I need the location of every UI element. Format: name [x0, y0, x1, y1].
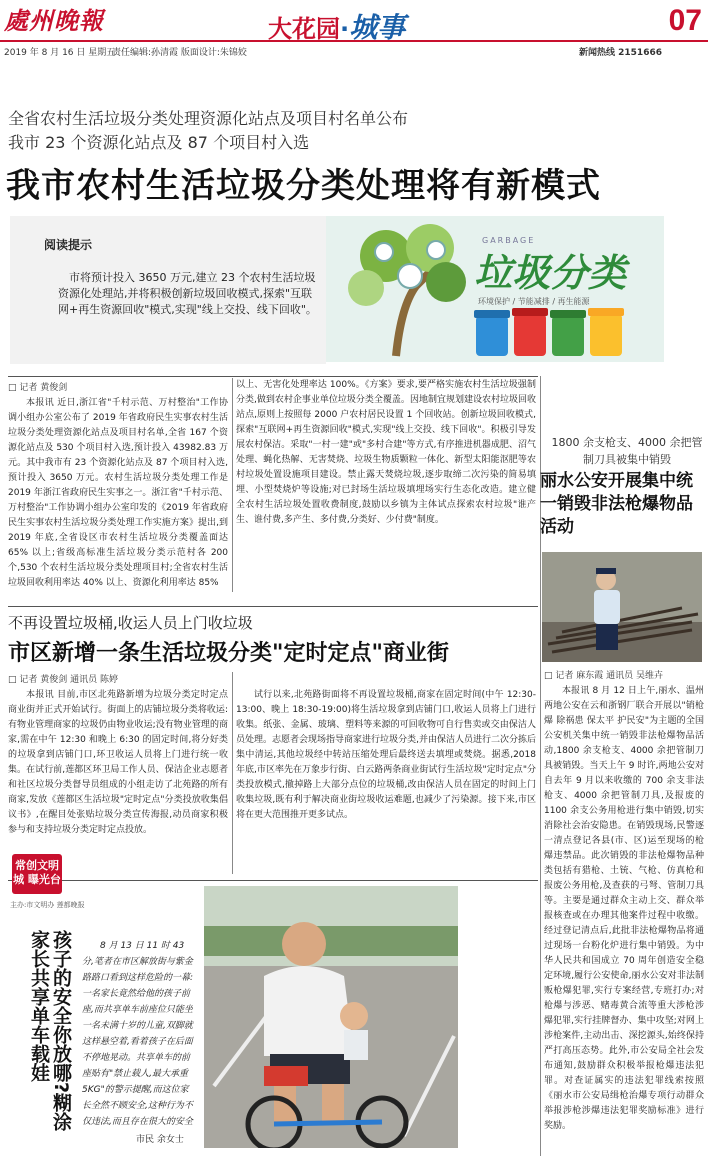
garbage-classification-graphic — [326, 216, 664, 362]
civility-badge-sub: 主办:市文明办 莲都晚报 — [10, 901, 85, 909]
story-two-col1: 本报讯 目前,市区北苑路新增为垃圾分类定时定点商业街并正式开始试行。街面上的店铺垃圾分类将收运:有物业管理商家的垃圾仍由物业收运;没有物业管理的商家,需在中午 12:30 和晚上 6:30 的固定时间,将分好类的垃圾拿到店铺门口,环卫收运人员将上门进行统一收集。在试行前,莲都区环卫局工作人员、保洁企业志愿者和社区垃圾分类督导员组成的小组走访了北苑路的所有商家,发放《莲都区生活垃圾"定时定点"分类投放收集倡议书》,在醒目处张贴垃圾分类宣传海报,动员商家积极参与和支持垃圾分类定时定点投放。 — [8, 690, 228, 835]
section-dot: · — [340, 15, 350, 43]
page-number: 07 — [668, 4, 702, 37]
civility-badge: 常创文明城 曝光台 — [12, 854, 62, 894]
story-two-kicker: 不再设置垃圾桶,收运人员上门收垃圾 — [8, 614, 253, 632]
masthead — [0, 0, 708, 58]
meta-line — [0, 40, 708, 56]
lead-body-col1: 本报讯 近日,浙江省"千村示范、万村整治"工作协调小组办公室公布了 2019 年省政府民生实事农村生活垃圾分类处理资源化站点及项目村名单,全省 167 个资源化站点及 530 个项目村入选,预计投入 43982.83 万元。其中我市有 23 个资源化站点及 87 个项目村入选,预计投入 3650 万元。农村生活垃圾分类处理工作是 2019 年浙江省政府民生实事之一。浙江省"千村示范、万村整治"工作协调小组办公室印发的《2019 年省政府民生实事农村生活垃圾分类处理工作实施方案》提出,到 2019 年底,全省设区市农村生活垃圾分类覆盖面达 65% 以上;省级高标准生活垃圾分类示范村各 200 个,530 个农村生活垃圾分类处理项目村;全省农村生活垃圾回收利用率达 40% 以上、资源化利用率达 85% — [8, 398, 228, 588]
story-two-headline: 市区新增一条生活垃圾分类"定时定点"商业街 — [8, 641, 449, 666]
side-headline: 丽水公安开展集中统一销毁非法枪爆物品活动 — [540, 471, 693, 537]
side-body: 本报讯 8 月 12 日上午,丽水、温州两地公安在云和浙钢厂联合开展以"销枪爆 除祸患 保太平 护民安"为主题的全国公安机关集中统一销毁非法枪爆物品活动,1800 余支枪支、4000 余把管制刀具被销毁。当天上午 9 时许,两地公安对自去年 9 月以来收缴的 700 余支非法枪支、4000 余把管制刀具,及报废的 1100 余支公务用枪进行集中销毁,切实消除社会治安隐患。在销毁现场,民警逐一清点登记各县(市、区)运至现场的枪爆违禁品。此次销毁的非法枪爆物品种类包括有猎枪、土铳、气枪、仿真枪和报废公务用枪,及查获的弓弩、管制刀具等。主要是通过群众主动上交、群众举报核查或在办理其他案件过程中收缴。经过登记清点后,此批非法枪爆物品将通过现场一台粉化炉进行集中销毁。为中华人民共和国成立 70 周年创造安全稳定环境,履行公安使命,丽水公安对非法制贩枪爆犯罪,实行专案经营,专班打办;对枪爆与涉恶、赌毒黄合流等重大涉枪涉爆犯罪,实行挂牌督办、集中攻坚;对网上涉枪案件,主动出击、深挖源头,始终保持严打高压态势。此外,市公安局全社会发布通知,鼓励群众积极举报枪爆违法犯罪。对查证属实的违法犯罪线索按照《丽水市公安局缉枪治爆专项行动群众举报涉枪涉爆违法犯罪奖励标准》进行奖励。 — [544, 686, 704, 1131]
weapons-destruction-photo — [542, 552, 702, 662]
news-hotline: 新闻热线 2151666 — [579, 48, 662, 58]
lead-headline: 我市农村生活垃圾分类处理将有新模式 — [6, 166, 601, 206]
lead-divider — [8, 376, 538, 377]
civility-headline: 孩子的安全你放哪?糊涂家长共享单车载娃 — [28, 930, 72, 1132]
lead-kicker-2: 我市 23 个资源化站点及 87 个项目村入选 — [8, 133, 310, 152]
lead-byline: □ 记者 黄俊剑 — [8, 380, 67, 393]
story-two-column-rule — [232, 672, 233, 874]
story-two-divider — [8, 606, 538, 607]
civility-signature: 市民 余女士 — [136, 1135, 184, 1145]
lead-column-rule — [232, 378, 233, 592]
issue-date: 2019 年 8 月 16 日 星期五 — [4, 48, 116, 58]
section-name-a: 大花园 — [268, 15, 340, 43]
graphic-subtitle: 环境保护 / 节能减排 / 再生能源 — [478, 297, 590, 306]
lead-kicker-1: 全省农村生活垃圾分类处理资源化站点及项目村名单公布 — [8, 109, 409, 128]
editor-credits: 责任编辑:孙清霞 版面设计:朱锦姣 — [112, 48, 247, 58]
newspaper-logo: 處州晚報 — [4, 6, 104, 35]
photo-police-officer — [542, 552, 702, 662]
side-byline: □ 记者 麻东霞 通讯员 吴维卉 — [544, 668, 663, 681]
story-two-byline: □ 记者 黄俊剑 通讯员 陈婷 — [8, 672, 118, 685]
reading-tip-text: 市将预计投入 3650 万元,建立 23 个农村生活垃圾资源化处理站,并将积极创新垃圾回收模式,探索"互联网+再生资源回收"模式,实现"线上交投、线下回收"。 — [58, 271, 317, 316]
graphic-en-label: GARBAGE — [482, 236, 536, 245]
story-two-col2: 试行以来,北苑路街面将不再设置垃圾桶,商家在固定时间(中午 12:30-13:00、晚上 18:30-19:00)将生活垃圾拿到店铺门口,收运人员将上门进行收集。纸张、金属、玻璃、塑料等来源的可回收物可自行售卖或交由保洁人员处理。志愿者会现场指导商家进行垃圾分类,并由保洁人员进行二次分拣后集中清运,其他垃圾经中转站压缩处理后最终送去填埋或焚烧。据悉,2018 年底,市区率先在万象步行街、白云路两条商业街试行生活垃圾"定时定点"分类投放模式,撤掉路上大部分点位的垃圾桶,改由保洁人员在固定的时间上门收集垃圾,既有利于解决商业街垃圾收运难题,也减少了污染源。接下来,市区将在更大范围推开更多试点。 — [236, 690, 536, 820]
side-kicker: 1800 余支枪支、4000 余把管制刀具被集中销毁 — [551, 436, 703, 466]
reading-tip-title: 阅读提示 — [44, 238, 93, 252]
photo-parent-bike-child — [204, 886, 458, 1148]
section-name-b: 城事 — [349, 11, 406, 44]
graphic-title: 垃圾分类 — [474, 250, 627, 295]
civility-vertical-headline — [6, 930, 76, 1150]
lead-body-col2: 以上、无害化处理率达 100%。《方案》要求,要严格实施农村生活垃圾强制分类,做到农村企事业单位垃圾分类全覆盖。因地制宜规划建设农村垃圾回收站点,原则上按照每 2000 户农村居民设置 1 个回收站。创新垃圾回收模式,探索"互联网+再生资源回收"模式,实现"线上交投、线下回收"。积极引导发展农村保洁。采取"一村一建"或"多村合建"等方式,有序推进机器成肥、沼气处理、蝇化热解、无害焚烧、垃圾生物质颗粒一体化、新型太阳能沤肥等农村垃圾处置设施项目建设。禁止露天焚烧垃圾,逐步取缔二次污染的简易填埋、小型焚烧炉等设施;对已封场生活垃圾填埋场实行生态化改造。建立健全农村生活垃圾处置收费制度,鼓励以乡镇为主体试点探索农村垃圾"谁产生、谁付费,多产生、多付费,分类好、少付费"制度。 — [236, 380, 536, 525]
civility-letter: 8 月 13 日 11 时 43 分,笔者在市区解放街与紫金路路口看到这样危险的一幕:一名家长竟然给他的孩子前座,而共享单车前座位只能坐一名未满十岁的儿童,双脚就这样悬空着,看着孩子在后面不停地晃动。共享单车的前座贴有"禁止载人,最大承重 5KG"的警示提醒,而这位家长全然不顾安全,这种行为不仅违法,而且存在很大的安全 — [82, 941, 194, 1127]
civility-divider — [8, 880, 538, 881]
bike-child-photo — [204, 886, 458, 1148]
